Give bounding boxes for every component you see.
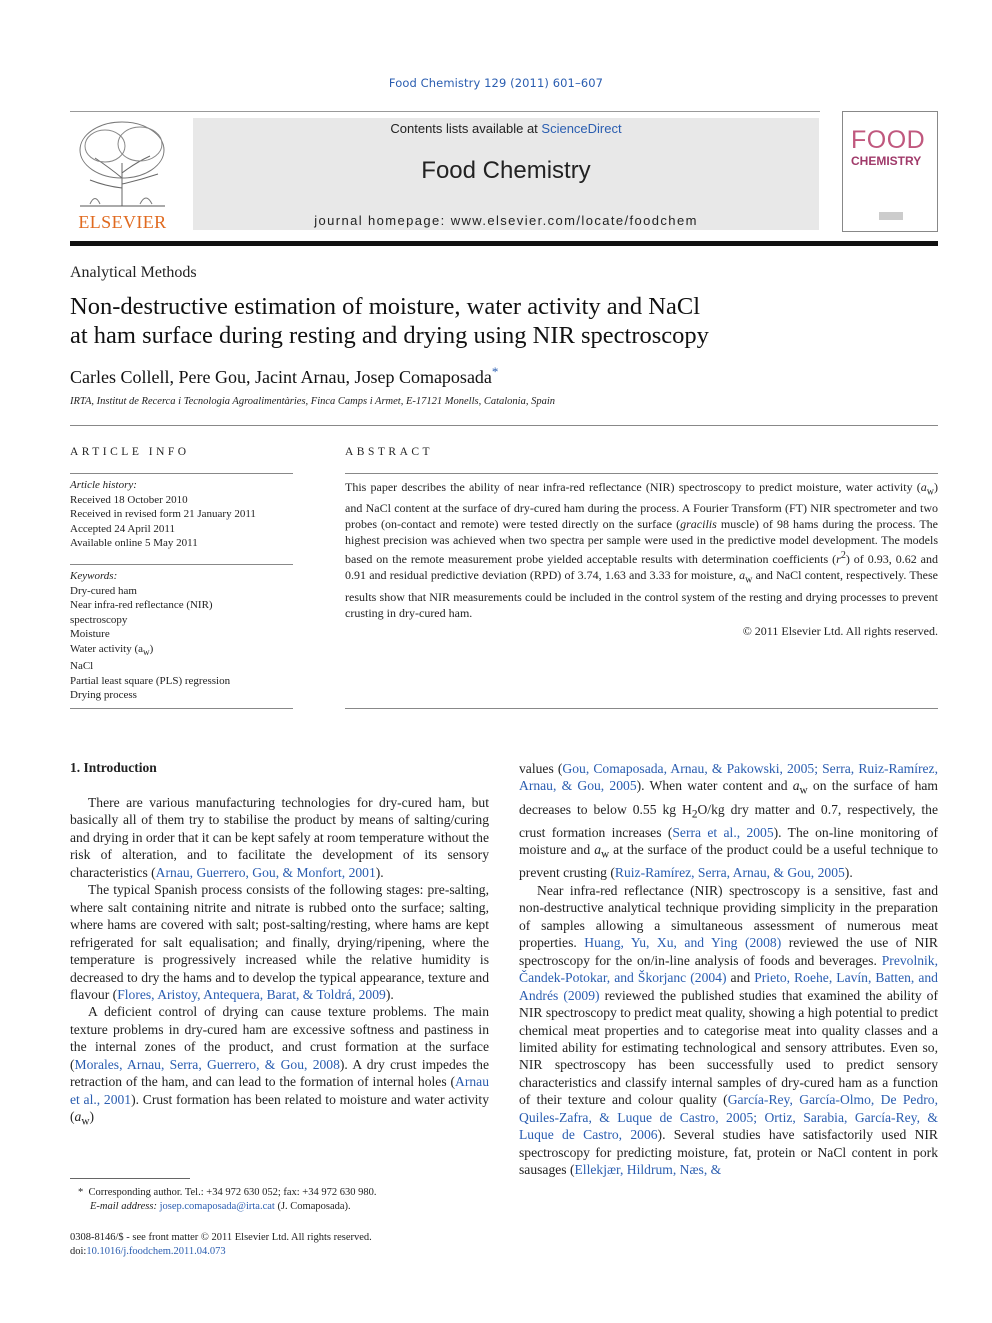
email-suffix: (J. Comaposada). <box>277 1201 351 1212</box>
article-info-end-rule <box>70 708 293 709</box>
keyword: Moisture <box>70 628 110 640</box>
head-divider <box>70 425 938 426</box>
keyword: NaCl <box>70 660 94 673</box>
paragraph: A deficient control of drying can cause texture problems. The main texture problems in dry-cured ham are excessive softness and pastiness in the internal zones of the product, and crust formation at the surface (Morales, Arnau, Serra, Guerrero, & Gou, 2008). A dry crust impedes the retraction of the ham, and can lead to the formation of internal holes (Arnau et al., 2001). Crust formation has been related to moisture and water activity $(a_w)$ <box>70 1004 490 1128</box>
footnote-rule <box>70 1178 190 1179</box>
keywords-label: Keywords: <box>70 570 118 582</box>
email-link[interactable]: josep.comaposada@irta.cat <box>159 1201 275 1212</box>
doi-link[interactable]: 10.1016/j.foodchem.2011.04.073 <box>86 1246 226 1257</box>
paragraph: values (Gou, Comaposada, Arnau, & Pakowski, 2005; Serra, Ruiz-Ramírez, Arnau, & Gou, 2005). When water content and $a_w$ on the surface of ham decreases to below 0.55 kg $H_2O/kg$ dry matter and 0.7, respectively, the crust formation increases (Serra et al., 2005). The on-line monitoring of moisture and $a_w$ at the surface of the product could be a useful technique to prevent crusting (Ruiz-Ramírez, Serra, Arnau, & Gou, 2005). <box>519 761 939 881</box>
keyword: Dry-cured ham <box>70 584 137 597</box>
abstract-heading: ABSTRACT <box>345 446 434 458</box>
keywords-rule <box>70 564 293 565</box>
abstract-rule <box>345 473 938 474</box>
article-title <box>70 292 940 350</box>
footnote-mark: * <box>78 1187 89 1198</box>
abstract-text: This paper describes the ability of near infra-red reflectance (NIR) spectroscopy to predict moisture, water activity $(a_w)$ and NaCl content at the surface of dry-cured ham during the process. A Fourier Transform (FT) NIR spectrometer and two probes (on-contact and remote) were tested directly on the surface (gracilis muscle) of 98 hams during the process. The highest precision was achieved when two spectra per sample were used in the predictive model development. The models based on the remote measurement probe yielded acceptable results with determination coefficients $(r^2)$ of 0.93, 0.62 and 0.91 and residual predictive deviation (RPD) of 3.74, 1.63 and 3.33 for moisture, $a_w$ and NaCl content, respectively. These results show that NIR measurements could be included in the control system of the resting and drying processes to prevent crusting in dry-cured ham. <box>345 480 939 620</box>
cover-title-chemistry: CHEMISTRY <box>851 154 922 168</box>
footnote-email <box>90 1200 500 1214</box>
author-list <box>70 364 498 388</box>
paragraph: There are various manufacturing technologies for dry-cured ham, but basically all of them try to stabilise the product by means of salting/curing and drying in order that it can be kept safely at room temperature without the risk of alteration, and to facilitate the development of its sensory characteristics (Arnau, Guerrero, Gou, & Monfort, 2001). <box>70 795 490 880</box>
affiliation: IRTA, Institut de Recerca i Tecnologia Agroalimentàries, Finca Camps i Armet, E-17121 Monells, Catalonia, Spain <box>70 396 555 407</box>
paragraph: The typical Spanish process consists of the following stages: pre-salting, where salt containing nitrite and nitrate is rubbed onto the surface; salting, where hams are covered with salt; post-salting/resting, where hams are kept refrigerated for salt equalisation; and finally, drying/ripening, where the temperature is progressively increased while the relative humidity is decreased to dry the hams and to develop the typical appearance, texture and flavour (Flores, Aristoy, Antequera, Barat, & Toldrá, 2009). <box>70 882 489 1002</box>
cover-footer-mark <box>879 212 903 220</box>
title-line-1: Non-destructive estimation of moisture, water activity and NaCl <box>70 293 701 320</box>
footnote-corresponding <box>78 1186 498 1200</box>
journal-homepage <box>193 213 819 228</box>
history-revised: Received in revised form 21 January 2011 <box>70 508 256 520</box>
journal-citation[interactable]: Food Chemistry 129 (2011) 601–607 <box>388 76 604 90</box>
history-online: Available online 5 May 2011 <box>70 537 198 549</box>
history-label: Article history: <box>70 479 137 491</box>
elsevier-tree-logo <box>70 118 175 210</box>
header-rule <box>70 111 820 112</box>
section-type: Analytical Methods <box>70 264 197 281</box>
copyright: © 2011 Elsevier Ltd. All rights reserved. <box>742 624 938 638</box>
keywords <box>70 569 295 703</box>
email-label: E-mail address: <box>90 1201 157 1212</box>
keyword: Near infra-red reflectance (NIR) <box>70 599 213 611</box>
journal-title: Food Chemistry <box>421 157 591 184</box>
homepage-prefix: journal homepage: <box>314 213 451 228</box>
keyword: Drying process <box>70 689 137 702</box>
keyword: spectroscopy <box>70 613 128 626</box>
journal-cover <box>842 111 938 232</box>
issn-line: 0308-8146/$ - see front matter © 2011 Elsevier Ltd. All rights reserved. <box>70 1232 372 1243</box>
homepage-url[interactable]: www.elsevier.com/locate/foodchem <box>450 213 698 228</box>
keyword-water-activity: Water activity $(a_w)$ <box>70 642 154 657</box>
article-info-heading: ARTICLE INFO <box>70 446 190 458</box>
body-left-column <box>70 794 489 1131</box>
doi-line <box>70 1245 500 1259</box>
contents-line <box>193 121 819 136</box>
authors: Carles Collell, Pere Gou, Jacint Arnau, Josep Comaposada <box>70 367 492 387</box>
corresponding-author-mark[interactable]: * <box>491 364 499 379</box>
keyword: Partial least square (PLS) regression <box>70 674 231 687</box>
history-accepted: Accepted 24 April 2011 <box>70 522 175 535</box>
doi-label: doi: <box>70 1246 87 1257</box>
corresponding-contact: Corresponding author. Tel.: +34 972 630 052; fax: +34 972 630 980. <box>88 1187 377 1198</box>
contents-prefix: Contents lists available at <box>390 121 542 136</box>
introduction-heading: 1. Introduction <box>70 760 157 775</box>
article-history <box>70 478 295 551</box>
title-line-2: at ham surface during resting and drying using NIR spectroscopy <box>70 322 709 349</box>
article-info-rule <box>70 473 293 474</box>
elsevier-wordmark: ELSEVIER <box>78 212 167 232</box>
sciencedirect-link[interactable]: ScienceDirect <box>541 121 622 136</box>
history-received: Received 18 October 2010 <box>70 493 188 506</box>
body-right-column <box>519 760 938 1179</box>
header-thick-rule <box>70 241 938 246</box>
cover-title-food: FOOD <box>851 126 926 154</box>
paragraph: Near infra-red reflectance (NIR) spectroscopy is a sensitive, fast and non-destructive analytical technique providing simplicity in the preparation of samples allowing a simultaneous assessment of numerous meat properties. Huang, Yu, Xu, and Ying (2008) reviewed the use of NIR spectroscopy for the on/in-line analysis of foods and beverages. Prevolnik, Čandek-Potokar, and Škorjanc (2004) and Prieto, Roehe, Lavín, Batten, and Andrés (2009) reviewed the published studies that examined the ability of NIR spectroscopy to predict meat quality, showing a high potential to predict chemical meat properties and to categorise meat into quality classes and a limited ability for estimating technological and sensory attributes. Even so, NIR spectroscopy has been successfully used to predict sensory characteristics and classify internal samples of dry-cured ham as a function of their texture and colour quality (García-Rey, García-Olmo, De Pedro, Quiles-Zafra, & Luque de Castro, 2005; Ortiz, Sarabia, García-Rey, & Luque de Castro, 2006). Several studies have satisfactorily used NIR spectroscopy for predicting moisture, fat, protein or NaCl content in pork sausages (Ellekjær, Hildrum, Næs, & <box>519 882 938 1178</box>
abstract-end-rule <box>345 708 938 709</box>
